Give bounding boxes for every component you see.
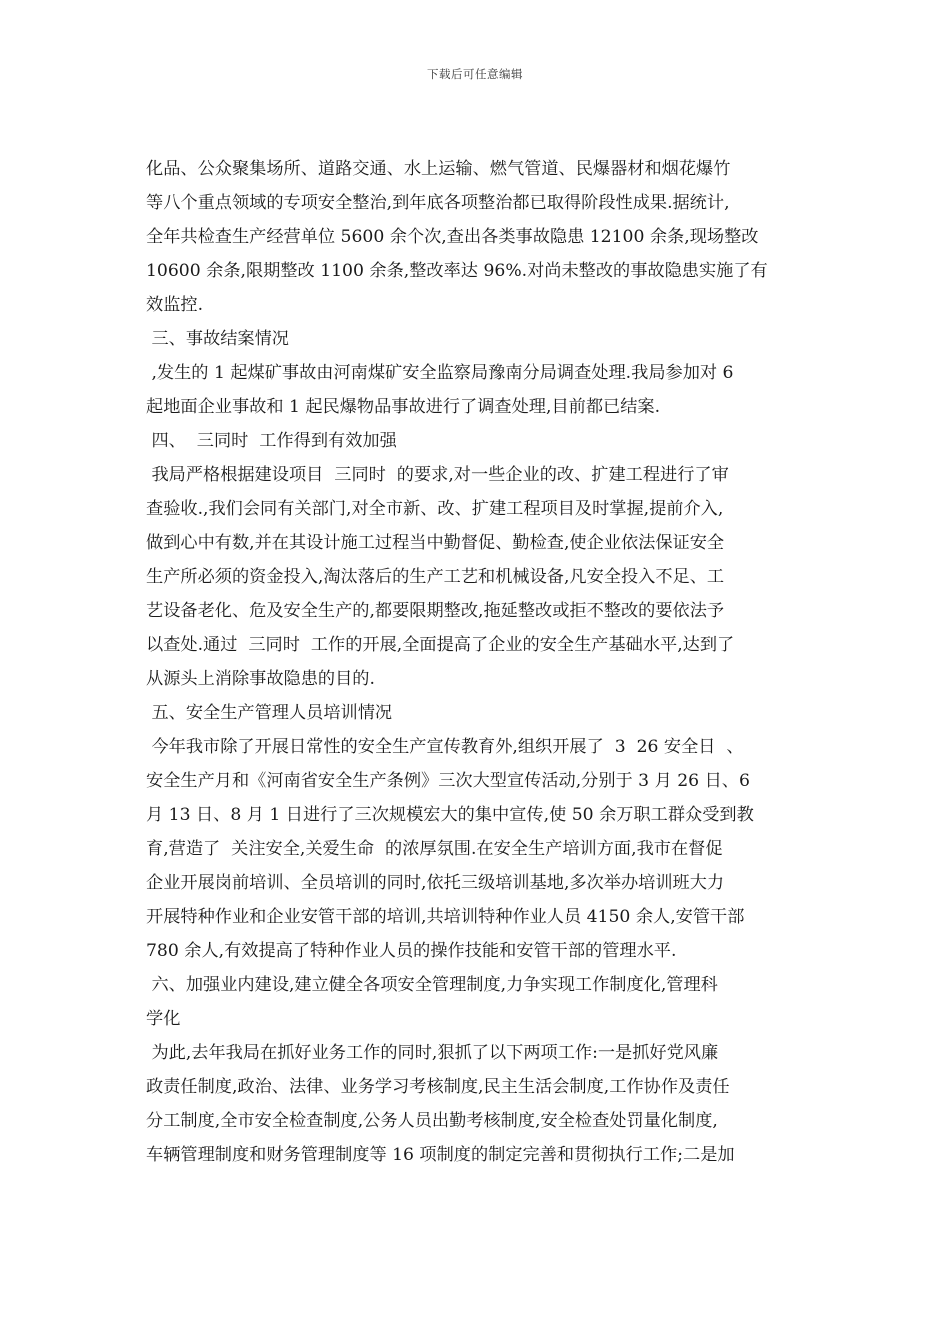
text-line: 查验收.,我们会同有关部门,对全市新、改、扩建工程项目及时掌握,提前介入, [146, 499, 724, 519]
text-line: 学化 [146, 1009, 181, 1029]
text-line: 效监控. [146, 295, 204, 315]
text-line: 全年共检查生产经营单位 5600 余个次,查出各类事故隐患 12100 余条,现场整改 [146, 227, 759, 247]
text-line: 企业开展岗前培训、全员培训的同时,依托三级培训基地,多次举办培训班大力 [146, 873, 725, 893]
page-header: 下载后可任意编辑 [427, 67, 523, 81]
text-line: 生产所必须的资金投入,淘汰落后的生产工艺和机械设备,凡安全投入不足、工 [146, 567, 725, 587]
text-line: 艺设备老化、危及安全生产的,都要限期整改,拖延整改或拒不整改的要依法予 [146, 601, 725, 621]
text-line: 开展特种作业和企业安管干部的培训,共培训特种作业人员 4150 余人,安管干部 [146, 907, 745, 927]
text-line: 起地面企业事故和 1 起民爆物品事故进行了调查处理,目前都已结案. [146, 397, 661, 417]
text-line: 今年我市除了开展日常性的安全生产宣传教育外,组织开展了 3 26 安全日 、 [146, 737, 744, 757]
text-line: 政责任制度,政治、法律、业务学习考核制度,民主生活会制度,工作协作及责任 [146, 1077, 730, 1097]
text-line: 分工制度,全市安全检查制度,公务人员出勤考核制度,安全检查处罚量化制度, [146, 1111, 718, 1131]
section-heading-6: 六、加强业内建设,建立健全各项安全管理制度,力争实现工作制度化,管理科 [146, 975, 718, 995]
text-line: 780 余人,有效提高了特种作业人员的操作技能和安管干部的管理水平. [146, 941, 677, 961]
text-line: 10600 余条,限期整改 1100 余条,整改率达 96%.对尚未整改的事故隐患实施了有 [146, 261, 768, 281]
text-line: 等八个重点领域的专项安全整治,到年底各项整治都已取得阶段性成果.据统计, [146, 193, 730, 213]
section-heading-5: 五、安全生产管理人员培训情况 [146, 703, 393, 723]
text-line: 我局严格根据建设项目 三同时 的要求,对一些企业的改、扩建工程进行了审 [146, 465, 729, 485]
text-line: 为此,去年我局在抓好业务工作的同时,狠抓了以下两项工作:一是抓好党风廉 [146, 1043, 719, 1063]
document-body [146, 152, 810, 1172]
text-line: 化品、公众聚集场所、道路交通、水上运输、燃气管道、民爆器材和烟花爆竹 [146, 159, 731, 179]
text-line: 做到心中有数,并在其设计施工过程当中勤督促、勤检查,使企业依法保证安全 [146, 533, 725, 553]
section-heading-3: 三、事故结案情况 [146, 329, 289, 349]
text-line: 月 13 日、8 月 1 日进行了三次规模宏大的集中宣传,使 50 余万职工群众受到教 [146, 805, 754, 825]
text-line: 以查处.通过 三同时 工作的开展,全面提高了企业的安全生产基础水平,达到了 [146, 635, 735, 655]
text-line: 安全生产月和《河南省安全生产条例》三次大型宣传活动,分别于 3 月 26 日、6 [146, 771, 750, 791]
text-line: ,发生的 1 起煤矿事故由河南煤矿安全监察局豫南分局调查处理.我局参加对 6 [146, 363, 734, 383]
text-line: 育,营造了 关注安全,关爱生命 的浓厚氛围.在安全生产培训方面,我市在督促 [146, 839, 723, 859]
section-heading-4: 四、 三同时 工作得到有效加强 [146, 431, 397, 451]
text-line: 车辆管理制度和财务管理制度等 16 项制度的制定完善和贯彻执行工作;二是加 [146, 1145, 735, 1165]
text-line: 从源头上消除事故隐患的目的. [146, 669, 375, 689]
